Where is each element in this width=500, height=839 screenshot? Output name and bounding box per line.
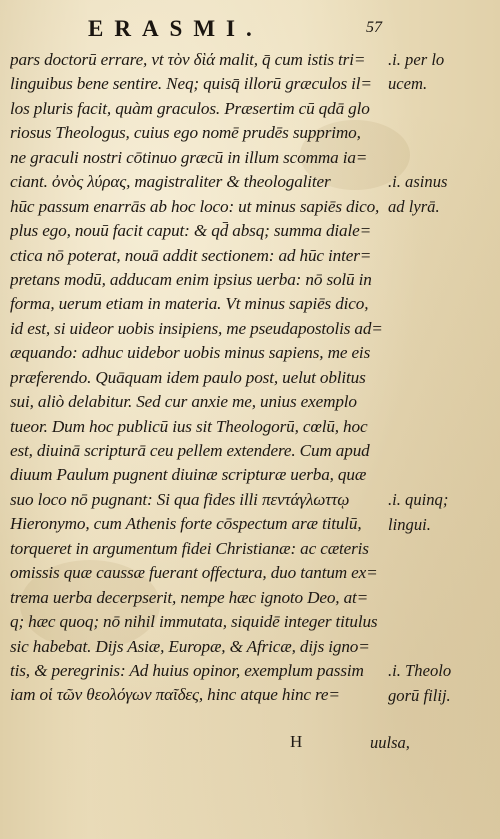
text-line: æquando: adhuc uidebor uobis minus sapiens, me eis (10, 343, 371, 363)
margin-note: .i. Theolo (388, 661, 452, 681)
margin-note: .i. per lo (388, 50, 445, 69)
text-line: riosus Theologus, cuius ego nomē prudēs supprimo, (10, 123, 361, 143)
text-line: Hieronymo, cum Athenis forte cōspectum aræ titulū, (10, 514, 362, 534)
text-line: diuum Paulum pugnent diuinæ scripturæ uerba, quæ (10, 465, 367, 485)
text-line: iam οἱ τῶν θεολόγων παῖδες, hinc atque hinc re= (10, 685, 340, 705)
page-header (0, 16, 500, 46)
margin-note: gorū filij. (388, 685, 451, 705)
text-line: plus ego, nouū facit caput: & qd̄ absq; summa diale= (10, 221, 372, 241)
text-line: est, diuinā scripturā ceu pellem extendere. Cum apud (10, 441, 370, 460)
text-line: tueor. Dum hoc publicū ius sit Theologorū, cœlū, hoc (10, 416, 368, 436)
text-line: ne graculi nostri cōtinuo græcū in illum scomma ia= (10, 147, 368, 167)
margin-note: ucem. (388, 74, 428, 94)
text-line: torqueret in argumentum fidei Christianæ: ac cæteris (10, 538, 369, 558)
text-line: hūc passum enarrās ab hoc loco: ut minus sapiēs dico, (10, 196, 380, 216)
text-line: omissis quæ caussæ fuerant offectura, duo tantum ex= (10, 563, 378, 583)
page-number: 57 (366, 19, 382, 36)
text-line: præferendo. Quāquam idem paulo post, uelut oblitus (10, 367, 366, 387)
text-line: pretans modū, adducam enim ipsius uerba: nō solū in (10, 269, 372, 289)
text-line: ciant. ὀνὸς λύρας, magistraliter & theologaliter (10, 172, 331, 192)
signature-mark: H (290, 732, 303, 751)
text-line: ctica nō poterat, nouā addit sectionem: ad hūc inter= (10, 245, 372, 265)
margin-note: ad lyrā. (388, 196, 440, 216)
body-text (10, 48, 386, 708)
margin-note: .i. asinus (388, 172, 448, 192)
margin-note: .i. quinq; (388, 490, 449, 510)
text-line: tis, & peregrinis: Ad huius opinor, exemplum passim (10, 660, 364, 680)
text-line: suo loco nō pugnant: Si qua fides illi πεντάγλωττῳ (10, 489, 350, 509)
text-line: trema uerba decerpserit, nempe hæc ignoto Deo, at= (10, 587, 369, 607)
text-line: linguibus bene sentire. Neq; quisq̄ illorū græculos il= (10, 74, 372, 94)
text-line: id est, si uideor uobis insipiens, me pseudapostolis ad= (10, 318, 383, 338)
text-line: sui, aliò delabitur. Sed cur anxie me, unius exemplo (10, 392, 357, 412)
text-line: q; hæc quoq; nō nihil immutata, siquidē integer titulus (10, 612, 378, 632)
text-line: los pluris facit, quàm graculos. Præsertim cū qdā glo (10, 98, 370, 118)
text-line: sic habebat. Dijs Asiæ, Europæ, & Africæ, dijs igno= (10, 636, 370, 656)
margin-note: lingui. (388, 514, 431, 534)
text-line: pars doctorū errare, vt τὸν δὶά malit, q̄ cum istis tri= (10, 50, 366, 69)
catchword: uulsa, (370, 733, 410, 752)
text-line: forma, uerum etiam in materia. Vt minus sapiēs dico, (10, 294, 369, 314)
running-head: ERASMI. (88, 16, 263, 41)
